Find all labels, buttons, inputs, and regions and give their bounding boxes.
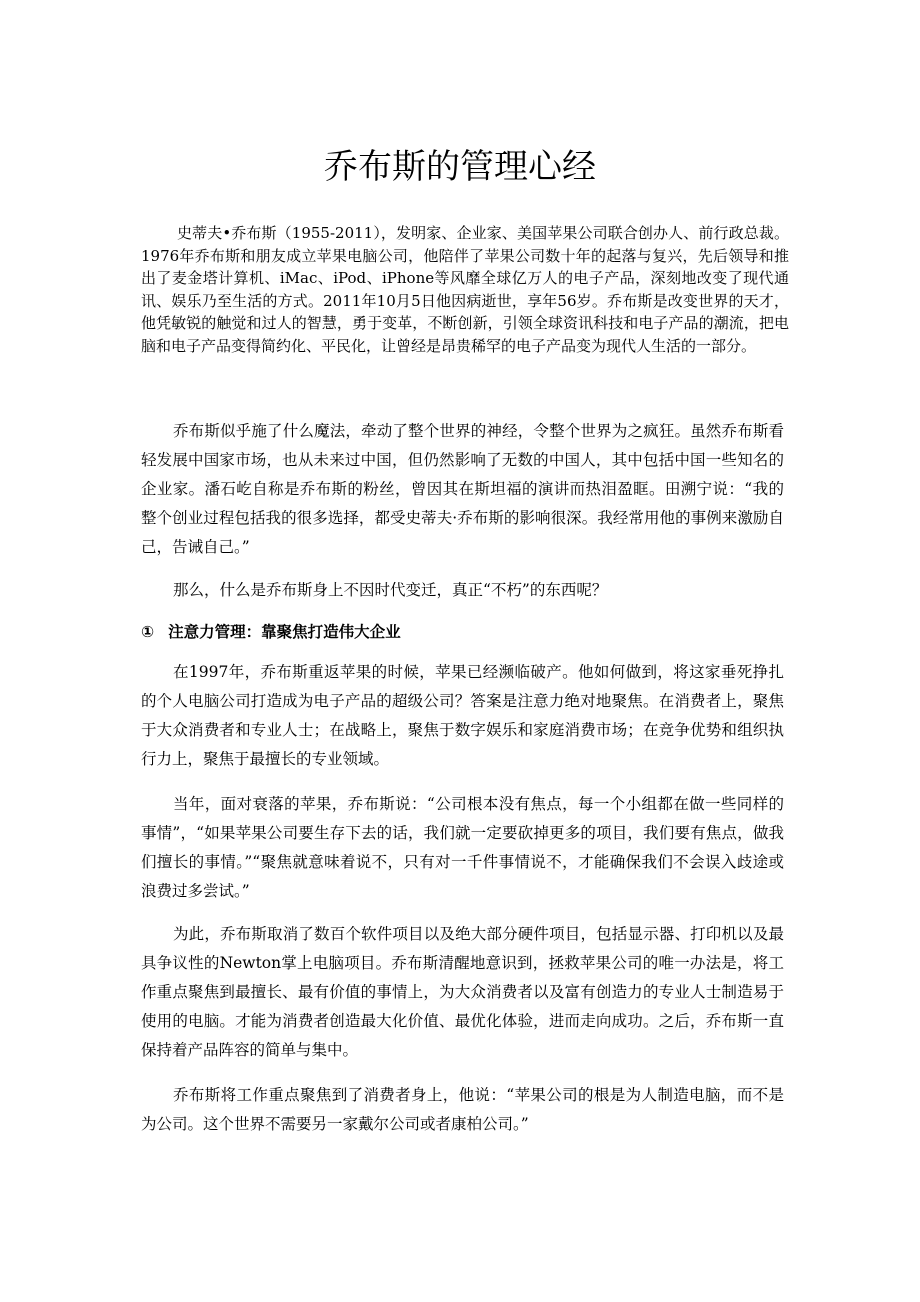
section-number: ① [141,623,155,641]
body-paragraph-1: 乔布斯似乎施了什么魔法，牵动了整个世界的神经，令整个世界为之疯狂。虽然乔布斯看轻发展中国家市场，也从未来过中国，但仍然影响了无数的中国人，其中包括中国一些知名的企业家。潘石屹自称是乔布斯的粉丝，曾因其在斯坦福的演讲而热泪盈眶。田溯宁说：“我的整个创业过程包括我的很多选择，都受史蒂夫·乔布斯的影响很深。我经常用他的事例来激励自己，告诫自己。” [141,422,784,556]
section-heading-1 [141,618,784,647]
page-title: 乔布斯的管理心经 [324,147,596,187]
body-paragraph-5: 为此，乔布斯取消了数百个软件项目以及绝大部分硬件项目，包括显示器、打印机以及最具争议性的Newton掌上电脑项目。乔布斯清醒地意识到，拯救苹果公司的唯一办法是，将工作重点聚焦到最擅长、最有价值的事情上，为大众消费者以及富有创造力的专业人士制造易于使用的电脑。才能为消费者创造最大化价值、最优化体验，进而走向成功。之后，乔布斯一直保持着产品阵容的简单与集中。 [141,925,784,1059]
body-paragraph-3: 在1997年，乔布斯重返苹果的时候，苹果已经濒临破产。他如何做到，将这家垂死挣扎的个人电脑公司打造成为电子产品的超级公司？答案是注意力绝对地聚焦。在消费者上，聚焦于大众消费者和专业人士；在战略上，聚焦于数字娱乐和家庭消费市场；在竞争优势和组织执行力上，聚焦于最擅长的专业领域。 [141,663,784,768]
body-paragraph-6: 乔布斯将工作重点聚焦到了消费者身上，他说：“苹果公司的根是为人制造电脑，而不是为公司。这个世界不需要另一家戴尔公司或者康柏公司。” [141,1086,784,1133]
intro-paragraph: 史蒂夫•乔布斯（1955-2011），发明家、企业家、美国苹果公司联合创办人、前行政总裁。1976年乔布斯和朋友成立苹果电脑公司，他陪伴了苹果公司数十年的起落与复兴，先后领导和推出了麦金塔计算机、iMac、iPod、iPhone等风靡全球亿万人的电子产品，深刻地改变了现代通讯、娱乐乃至生活的方式。2011年10月5日他因病逝世，享年56岁。乔布斯是改变世界的天才，他凭敏锐的触觉和过人的智慧，勇于变革，不断创新，引领全球资讯科技和电子产品的潮流，把电脑和电子产品变得简约化、平民化，让曾经是昂贵稀罕的电子产品变为现代人生活的一部分。 [141,224,789,355]
body-paragraph-4: 当年，面对衰落的苹果，乔布斯说：“公司根本没有焦点，每一个小组都在做一些同样的事情”，“如果苹果公司要生存下去的话，我们就一定要砍掉更多的项目，我们要有焦点，做我们擅长的事情。”“聚焦就意味着说不，只有对一千件事情说不，才能确保我们不会误入歧途或浪费过多尝试。” [141,795,784,900]
body-paragraph-2: 那么，什么是乔布斯身上不因时代变迁，真正“不朽”的东西呢？ [173,581,608,599]
section-heading-text: 注意力管理：靠聚焦打造伟大企业 [168,623,401,641]
